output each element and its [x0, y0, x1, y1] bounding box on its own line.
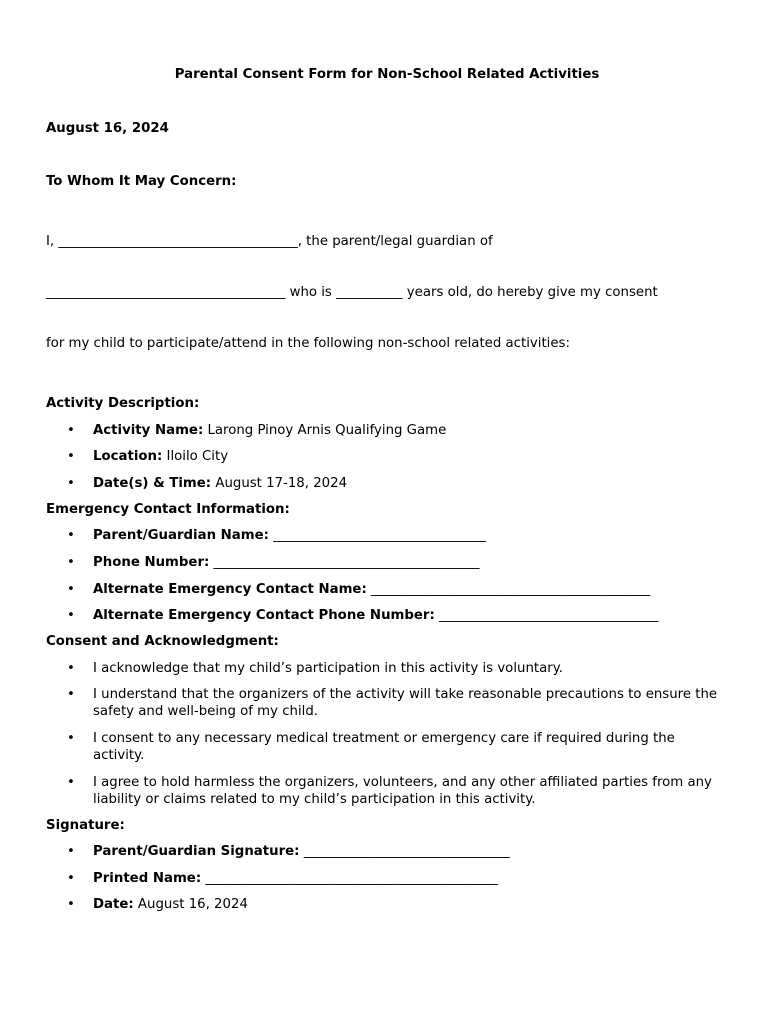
phone-number-item [46, 554, 726, 571]
item-value: ________________________________ [268, 528, 486, 544]
bullet-icon: • [67, 528, 75, 544]
consent-text: I agree to hold harmless the organizers, volunteers, and any other affiliated parties from any liability or claims related to my child’s participation in this activity. [93, 774, 712, 807]
alt-contact-phone-item [46, 607, 726, 624]
emergency-list [46, 527, 726, 624]
activity-date-item [46, 475, 726, 492]
consent-text: I understand that the organizers of the activity will take reasonable precautions to ensure the safety and well-being of my child. [93, 687, 718, 720]
activity-location-item [46, 448, 726, 465]
item-value: _______________________________ [299, 844, 510, 860]
bullet-icon: • [67, 730, 75, 746]
guardian-name-item [46, 527, 726, 544]
item-value: __________________________________________ [366, 581, 651, 597]
bullet-icon: • [67, 608, 75, 624]
emergency-heading: Emergency Contact Information: [46, 501, 290, 517]
intro-paragraph [46, 199, 726, 386]
item-label: Date: [93, 897, 134, 913]
item-label: Parent/Guardian Signature: [93, 844, 300, 860]
signature-list [46, 843, 726, 913]
consent-item [46, 774, 726, 808]
item-label: Location: [93, 449, 163, 465]
intro-line-2: ____________________________________ who is __________ years old, do hereby give my consent [46, 285, 658, 300]
document-page [46, 66, 726, 913]
item-label: Alternate Emergency Contact Phone Number: [93, 608, 435, 624]
item-value: August 16, 2024 [133, 897, 248, 913]
item-label: Date(s) & Time: [93, 475, 212, 491]
item-value: August 17-18, 2024 [211, 475, 348, 491]
bullet-icon: • [67, 475, 75, 491]
document-date: August 16, 2024 [46, 121, 169, 136]
item-label: Activity Name: [93, 422, 204, 438]
item-label: Printed Name: [93, 870, 202, 886]
activity-heading: Activity Description: [46, 396, 200, 411]
intro-line-3: for my child to participate/attend in the following non-school related activities: [46, 336, 570, 351]
item-value: Iloilo City [162, 449, 229, 465]
item-value: ________________________________________ [209, 554, 480, 570]
bullet-icon: • [67, 844, 75, 860]
activity-list [46, 422, 726, 492]
intro-line-1: I, ____________________________________, the parent/legal guardian of [46, 234, 493, 249]
bullet-icon: • [67, 449, 75, 465]
alt-contact-name-item [46, 581, 726, 598]
salutation: To Whom It May Concern: [46, 174, 237, 189]
bullet-icon: • [67, 897, 75, 913]
activity-name-item [46, 422, 726, 439]
consent-text: I consent to any necessary medical treatment or emergency care if required during the activity. [93, 730, 675, 763]
signature-date-item [46, 896, 726, 913]
consent-item [46, 660, 726, 677]
guardian-signature-item [46, 843, 726, 860]
bullet-icon: • [67, 687, 75, 703]
item-value: _________________________________ [434, 608, 659, 624]
bullet-icon: • [67, 660, 75, 676]
bullet-icon: • [67, 870, 75, 886]
item-value: Larong Pinoy Arnis Qualifying Game [203, 422, 447, 438]
printed-name-item [46, 870, 726, 887]
item-value: ____________________________________________ [201, 870, 498, 886]
document-title: Parental Consent Form for Non-School Related Activities [174, 67, 600, 82]
bullet-icon: • [67, 581, 75, 597]
consent-item [46, 686, 726, 720]
consent-list [46, 660, 726, 808]
item-label: Phone Number: [93, 554, 210, 570]
consent-item [46, 730, 726, 764]
consent-text: I acknowledge that my child’s participation in this activity is voluntary. [93, 660, 563, 676]
bullet-icon: • [67, 774, 75, 790]
item-label: Parent/Guardian Name: [93, 528, 269, 544]
bullet-icon: • [67, 422, 75, 438]
consent-heading: Consent and Acknowledgment: [46, 634, 279, 650]
item-label: Alternate Emergency Contact Name: [93, 581, 367, 597]
bullet-icon: • [67, 554, 75, 570]
signature-heading: Signature: [46, 817, 125, 833]
